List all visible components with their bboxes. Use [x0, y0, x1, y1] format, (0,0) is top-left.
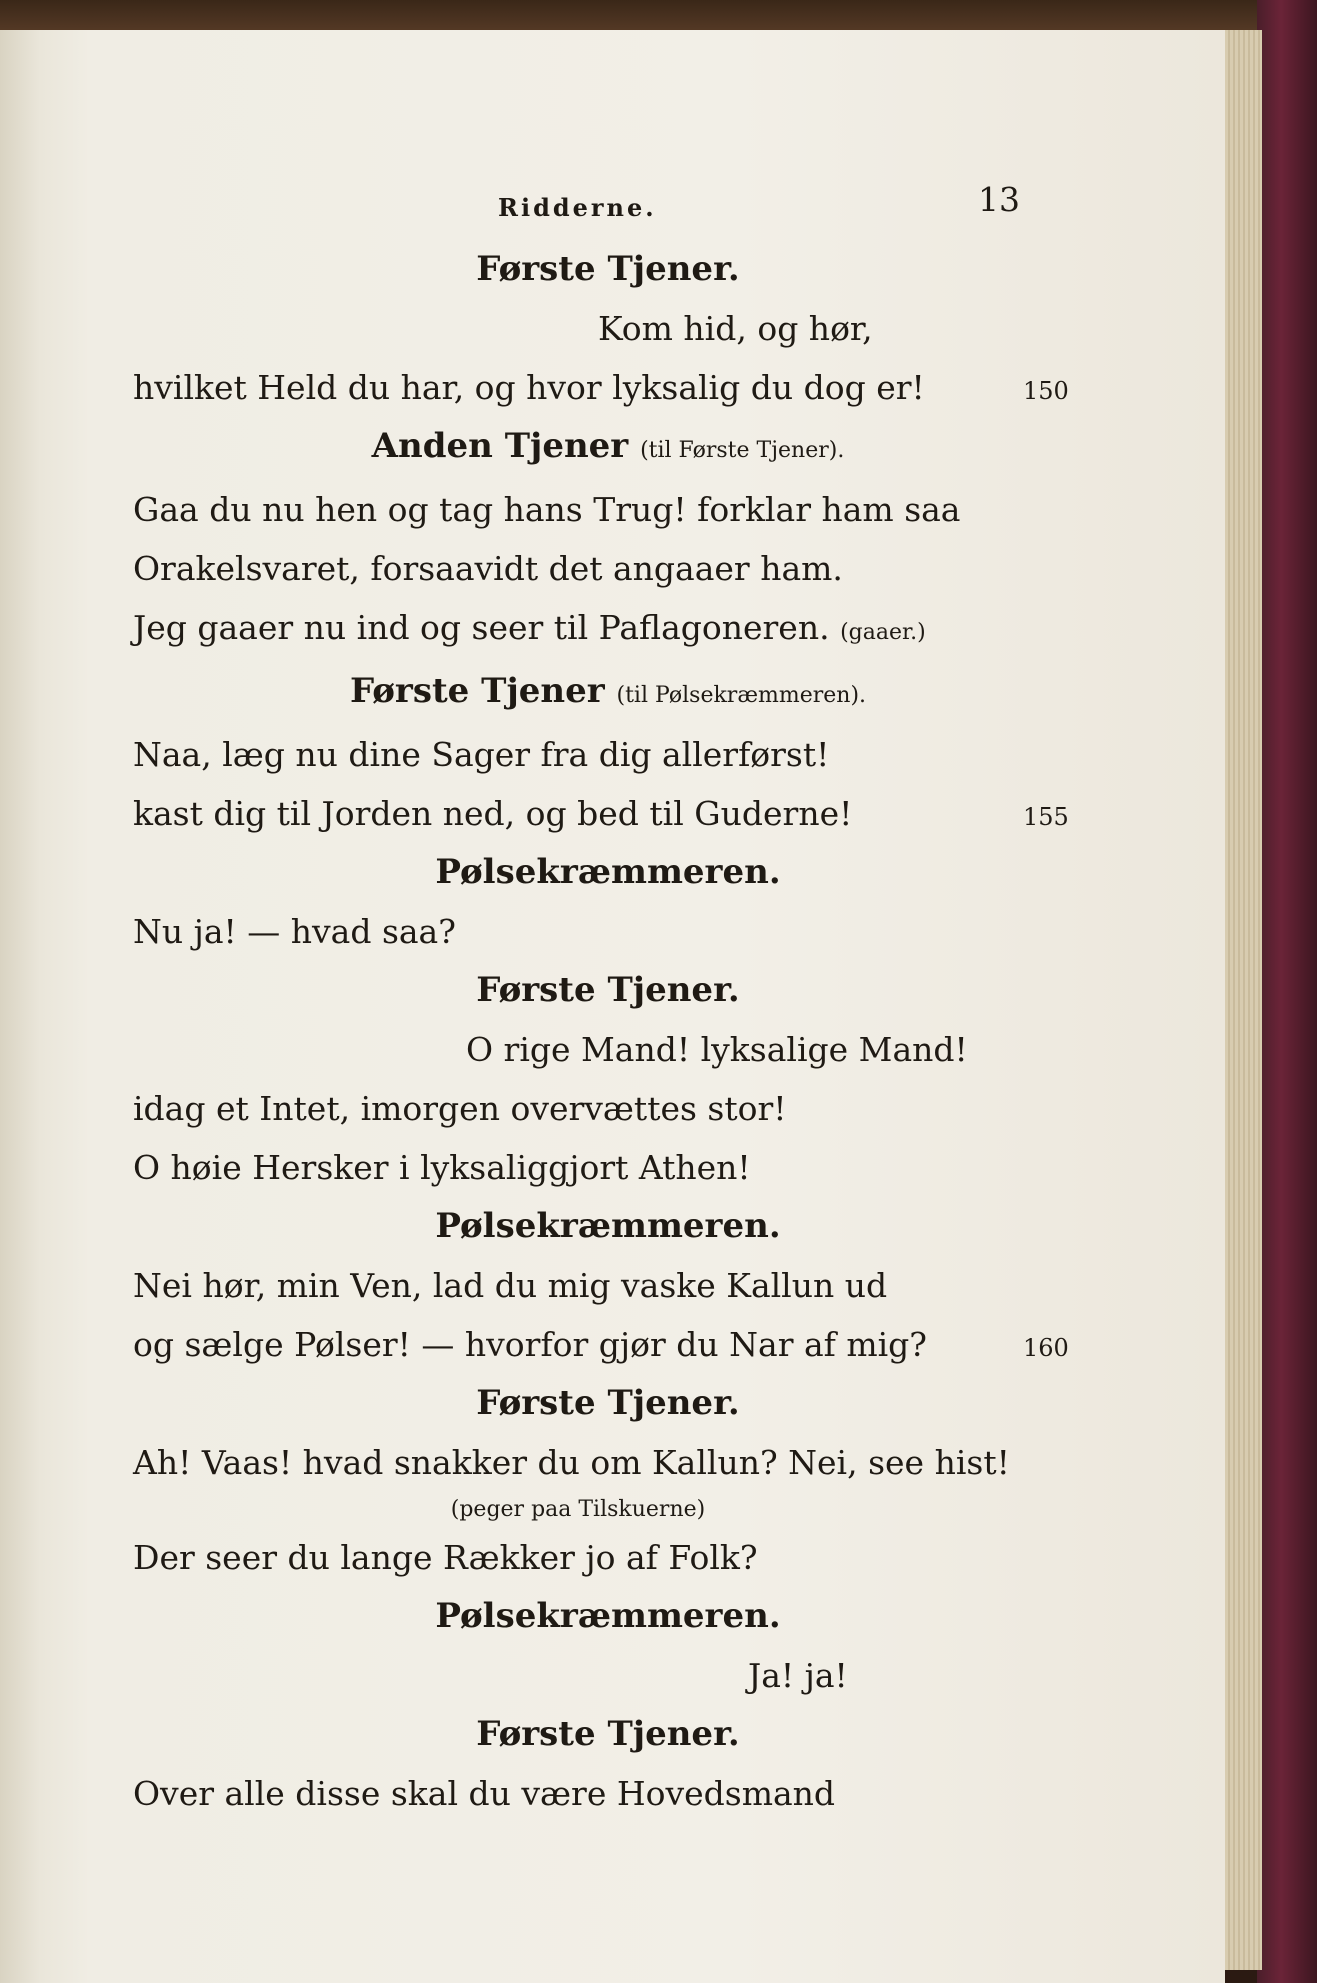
line-number: 155 — [1023, 803, 1069, 831]
speaker-heading — [133, 1197, 1083, 1256]
verse-text: Kom hid, og hør, — [598, 309, 873, 348]
verse-line — [133, 358, 1083, 417]
verse-text: hvilket Held du har, og hvor lyksalig du dog er! — [133, 368, 925, 407]
page-number: 13 — [978, 180, 1020, 219]
verse-text: kast dig til Jorden ned, og bed til Guderne! — [133, 794, 853, 833]
book-cover-right-edge — [1257, 0, 1317, 1983]
verse-line — [133, 1764, 1083, 1823]
verse-text: Gaa du nu hen og tag hans Trug! forklar ham saa — [133, 490, 961, 529]
verse-line — [133, 1079, 1083, 1138]
verse-line — [133, 1256, 1083, 1315]
verse-text: og sælge Pølser! — hvorfor gjør du Nar af mig? — [133, 1325, 927, 1364]
page-header — [133, 170, 1083, 240]
page-text — [133, 170, 1083, 1823]
play-text-body — [133, 240, 1083, 1823]
speaker-name: Pølsekræmmeren. — [435, 1206, 781, 1246]
speaker-name: Første Tjener. — [476, 970, 740, 1010]
speaker-heading — [133, 1587, 1083, 1646]
speaker-heading — [133, 1374, 1083, 1433]
running-title: Ridderne. — [498, 193, 657, 222]
verse-line — [133, 1433, 1083, 1492]
verse-line — [133, 539, 1083, 598]
stage-direction: (til Første Tjener). — [640, 438, 845, 463]
book-page — [0, 30, 1225, 1983]
speaker-heading — [133, 240, 1083, 299]
verse-line — [133, 725, 1083, 784]
verse-line — [133, 1138, 1083, 1197]
stage-direction: (peger paa Tilskuerne) — [450, 1497, 706, 1522]
verse-text: Jeg gaaer nu ind og seer til Paflagoneren. — [133, 608, 830, 647]
verse-line — [133, 1020, 1083, 1079]
verse-text: O høie Hersker i lyksaliggjort Athen! — [133, 1148, 751, 1187]
verse-text: Der seer du lange Rækker jo af Folk? — [133, 1538, 758, 1577]
speaker-name: Anden Tjener — [371, 426, 629, 466]
verse-text: Over alle disse skal du være Hovedsmand — [133, 1774, 836, 1813]
stage-direction: (gaaer.) — [840, 620, 926, 645]
verse-line — [133, 1528, 1083, 1587]
verse-line — [133, 902, 1083, 961]
verse-text: Nu ja! — hvad saa? — [133, 912, 456, 951]
verse-line — [133, 784, 1083, 843]
verse-text: idag et Intet, imorgen overvættes stor! — [133, 1089, 787, 1128]
verse-text: O rige Mand! lyksalige Mand! — [466, 1030, 968, 1069]
speaker-heading — [133, 1705, 1083, 1764]
verse-line — [133, 299, 1083, 358]
speaker-name: Første Tjener. — [476, 1714, 740, 1754]
verse-line — [133, 480, 1083, 539]
verse-text: Nei hør, min Ven, lad du mig vaske Kallun ud — [133, 1266, 888, 1305]
speaker-heading — [133, 961, 1083, 1020]
speaker-name: Pølsekræmmeren. — [435, 1596, 781, 1636]
speaker-heading — [133, 843, 1083, 902]
verse-text: Naa, læg nu dine Sager fra dig allerførst! — [133, 735, 830, 774]
verse-text: Orakelsvaret, forsaavidt det angaaer ham. — [133, 549, 843, 588]
speaker-heading — [133, 662, 1083, 725]
verse-text: Ah! Vaas! hvad snakker du om Kallun? Nei, see hist! — [133, 1443, 1010, 1482]
stage-direction: (til Pølsekræmmeren). — [616, 683, 867, 708]
verse-line — [133, 1315, 1083, 1374]
speaker-name: Første Tjener — [349, 671, 605, 711]
speaker-name: Første Tjener. — [476, 249, 740, 289]
verse-line — [133, 1646, 1083, 1705]
speaker-name: Pølsekræmmeren. — [435, 852, 781, 892]
line-number: 160 — [1023, 1334, 1069, 1362]
verse-text: Ja! ja! — [748, 1656, 848, 1695]
speaker-heading — [133, 417, 1083, 480]
speaker-name: Første Tjener. — [476, 1383, 740, 1423]
line-number: 150 — [1023, 377, 1069, 405]
verse-line — [133, 598, 1083, 662]
